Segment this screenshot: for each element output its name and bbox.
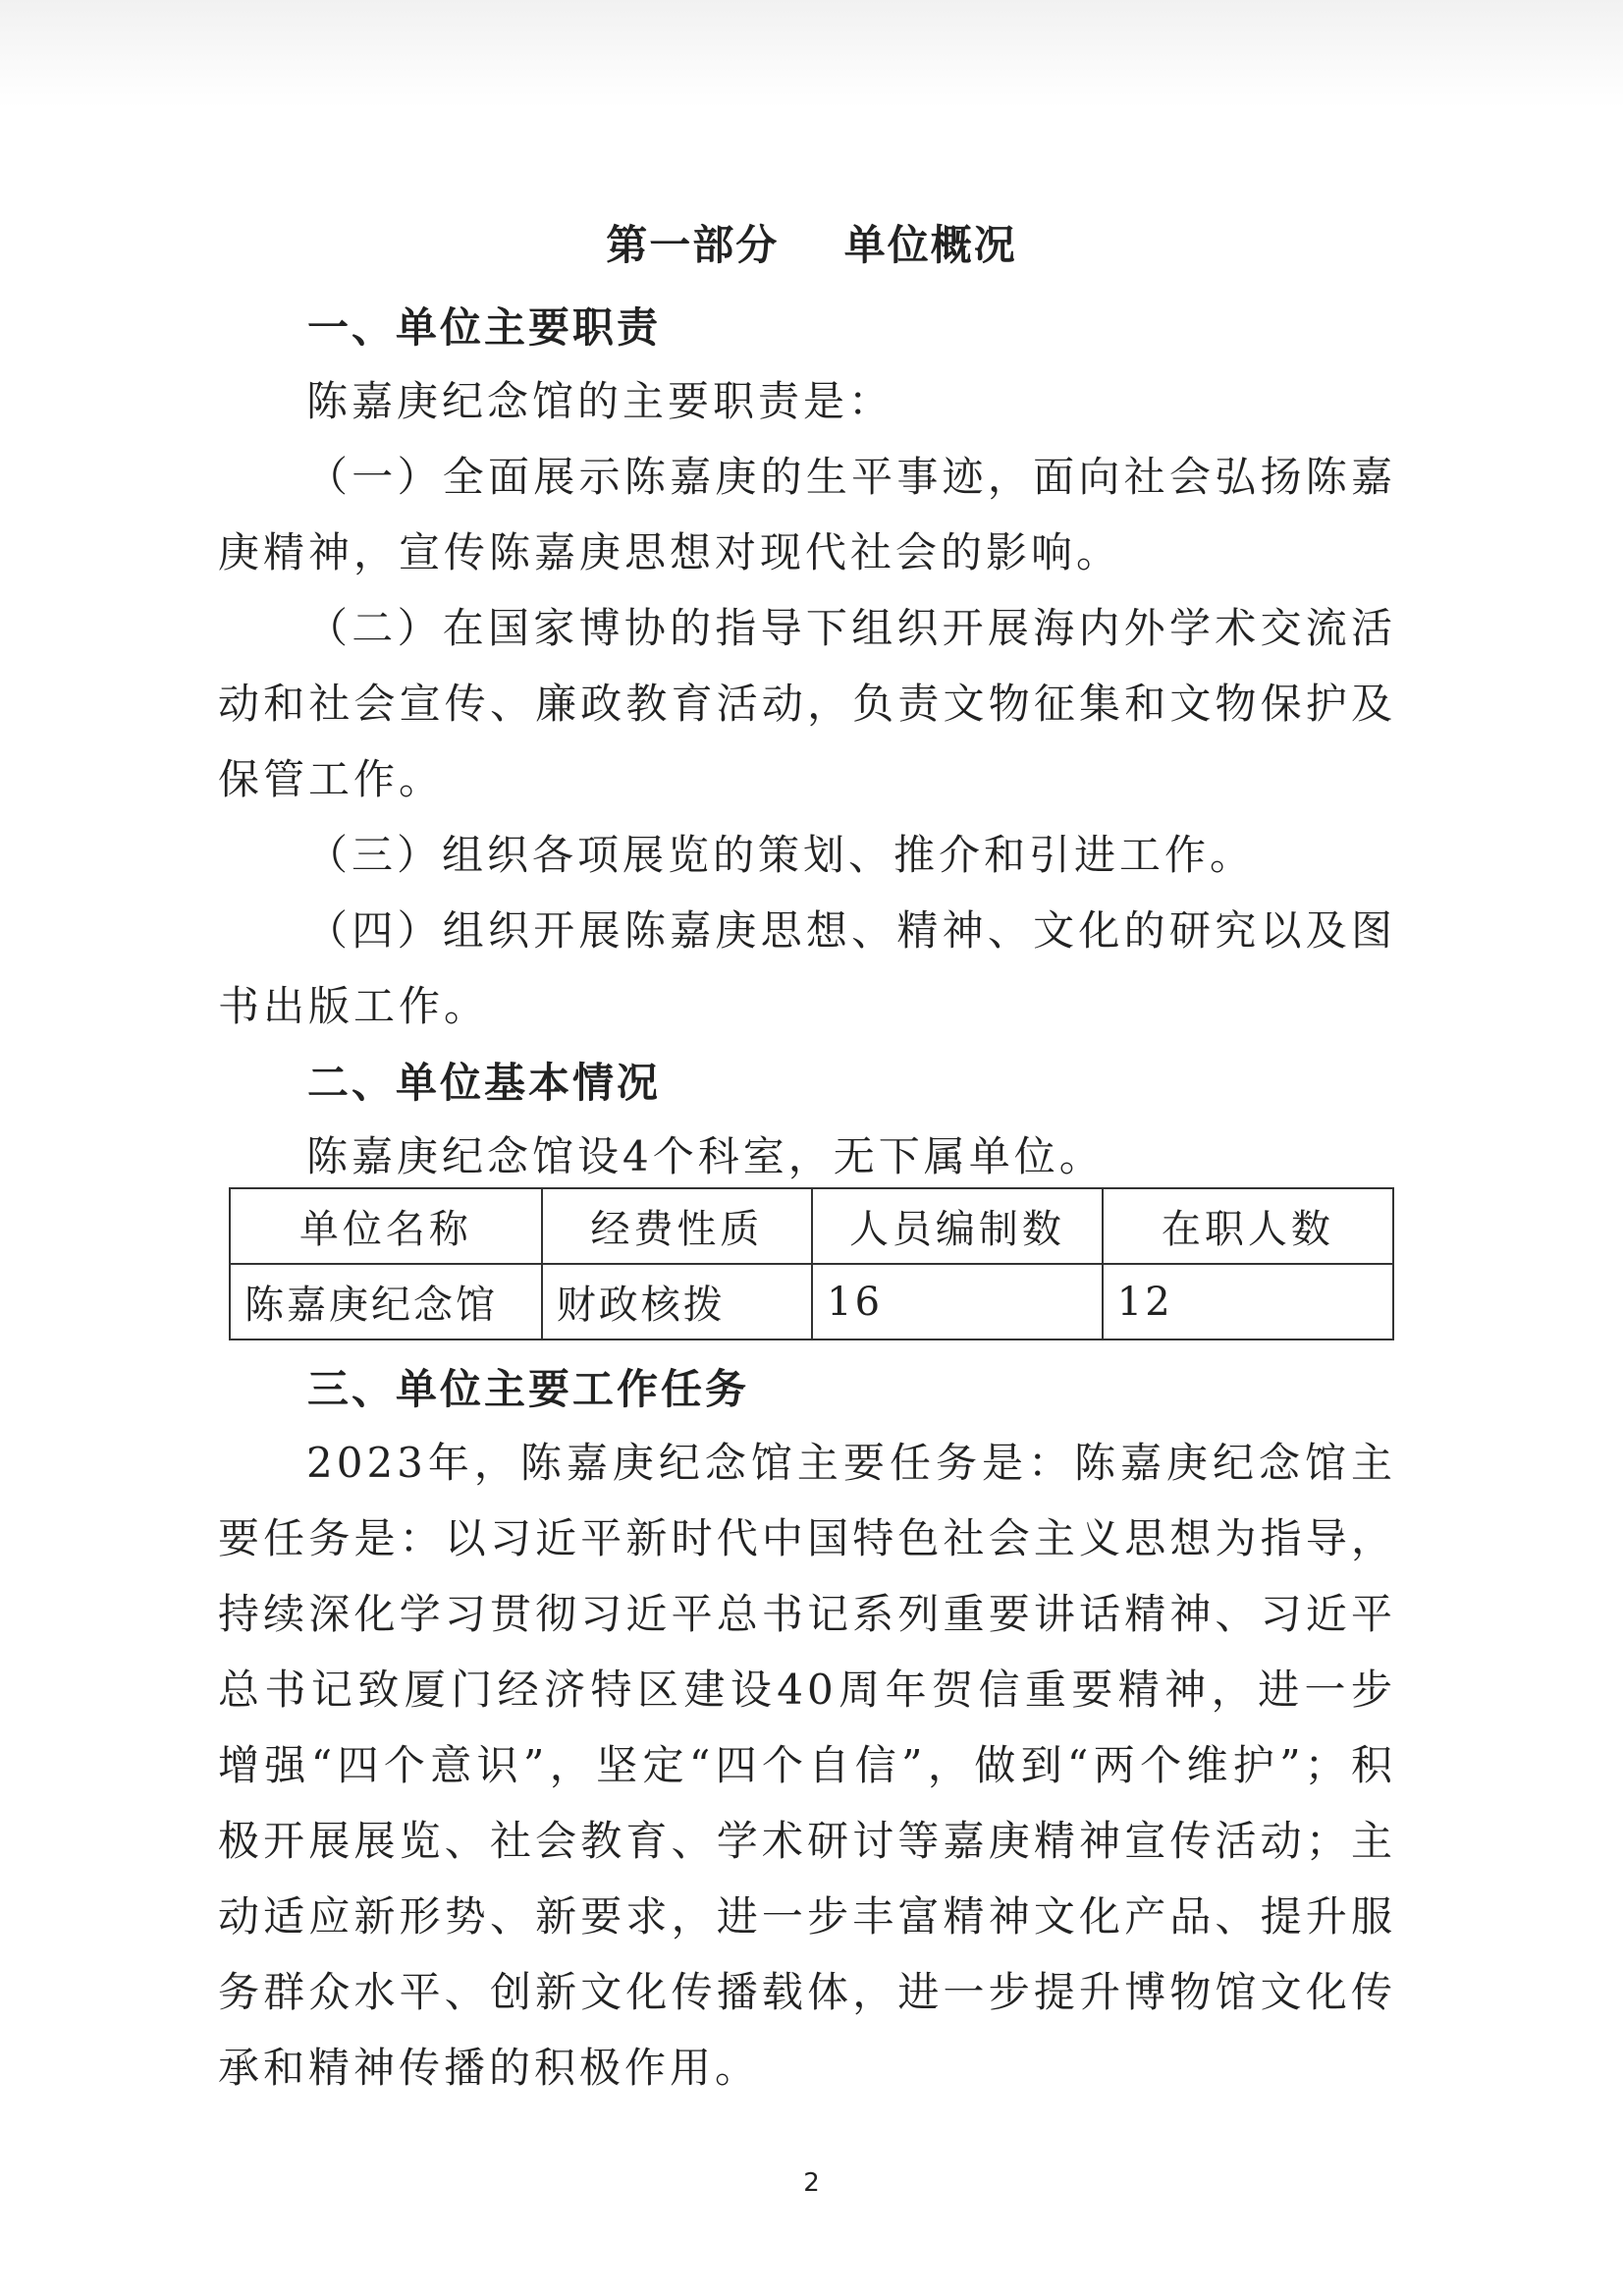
- section-heading-duties: 一、单位主要职责: [307, 303, 662, 352]
- table-cell: 12: [1103, 1264, 1393, 1339]
- section-heading-tasks: 三、单位主要工作任务: [307, 1365, 750, 1413]
- table-cell: 陈嘉庚纪念馆: [230, 1264, 542, 1339]
- table-header-cell: 经费性质: [542, 1188, 812, 1264]
- section-heading-basic-info: 二、单位基本情况: [307, 1059, 662, 1107]
- table-header-cell: 单位名称: [230, 1188, 542, 1264]
- tasks-body: 2023年，陈嘉庚纪念馆主要任务是：陈嘉庚纪念馆主要任务是：以习近平新时代中国特色社会主义思想为指导，持续深化学习贯彻习近平总书记系列重要讲话精神、习近平总书记致厦门经济特区建设40周年贺信重要精神，进一步增强“四个意识”，坚定“四个自信”，做到“两个维护”；积极开展展览、社会教育、学术研讨等嘉庚精神宣传活动；主动适应新形势、新要求，进一步丰富精神文化产品、提升服务群众水平、创新文化传播载体，进一步提升博物馆文化传承和精神传播的积极作用。: [218, 1439, 1396, 2092]
- table-row: [230, 1264, 1393, 1339]
- table-header-cell: 人员编制数: [812, 1188, 1103, 1264]
- page-number: 2: [803, 2168, 820, 2198]
- duty-item-2: （二）在国家博协的指导下组织开展海内外学术交流活动和社会宣传、廉政教育活动，负责文物征集和文物保护及保管工作。: [218, 604, 1396, 803]
- duty-item-1: （一）全面展示陈嘉庚的生平事迹，面向社会弘扬陈嘉庚精神，宣传陈嘉庚思想对现代社会的影响。: [218, 453, 1396, 576]
- table-cell: 财政核拨: [542, 1264, 812, 1339]
- duty-item-4: （四）组织开展陈嘉庚思想、精神、文化的研究以及图书出版工作。: [218, 906, 1396, 1030]
- table-cell: 16: [812, 1264, 1103, 1339]
- scan-shadow: [0, 0, 1623, 108]
- duties-intro: 陈嘉庚纪念馆的主要职责是：: [306, 377, 894, 425]
- table-header-cell: 在职人数: [1103, 1188, 1393, 1264]
- duty-item-3: （三）组织各项展览的策划、推介和引进工作。: [306, 831, 1256, 879]
- table-header-row: [230, 1188, 1393, 1264]
- page-title: 第一部分 单位概况: [606, 221, 1017, 269]
- basic-info-intro: 陈嘉庚纪念馆设4个科室，无下属单位。: [306, 1132, 1105, 1180]
- unit-info-table: [229, 1187, 1394, 1340]
